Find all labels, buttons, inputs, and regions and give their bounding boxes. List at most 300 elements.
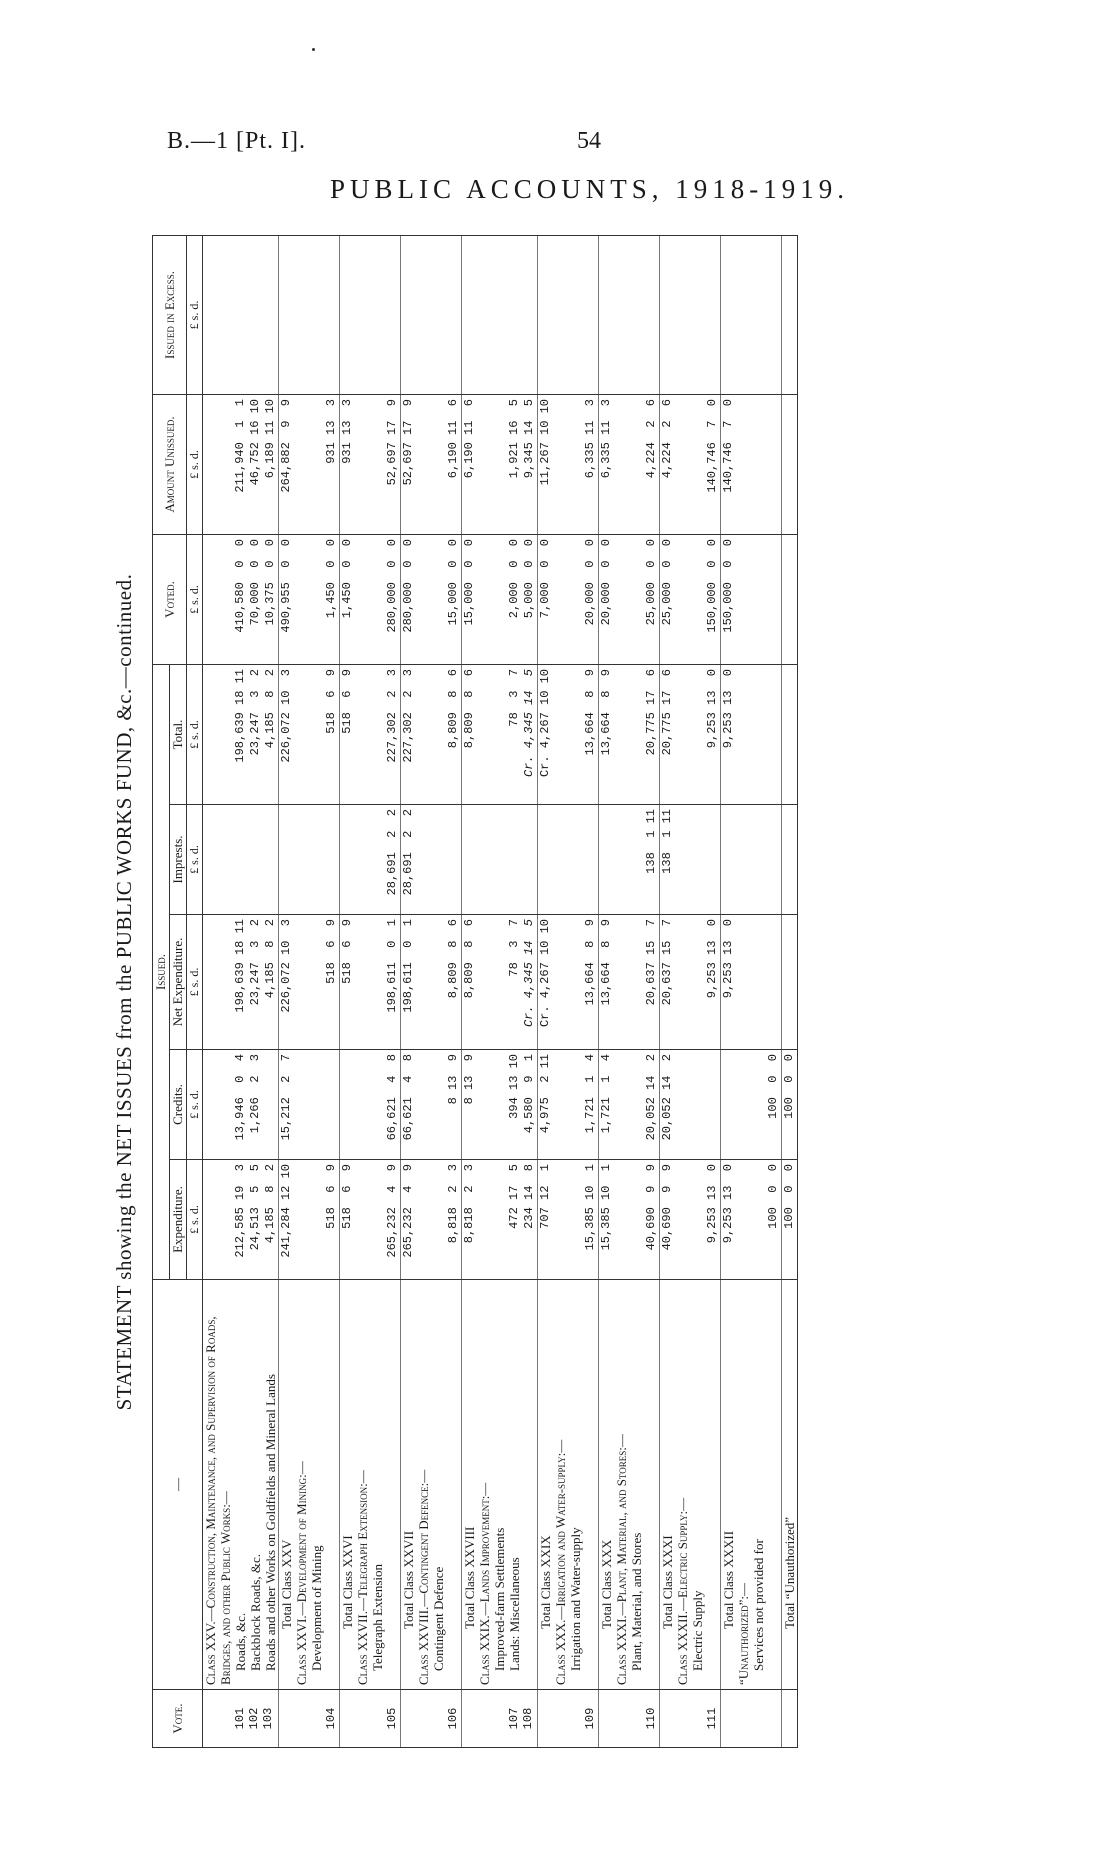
net-expenditure-value: Cr. 4,345 14 5 <box>522 919 536 1028</box>
total-voted: 490,955 0 0 <box>279 534 295 664</box>
total-label: Total “Unauthorized” <box>782 1280 798 1690</box>
credits-value: 1,266 2 3 <box>248 1054 262 1134</box>
total-net-expenditure: 9,253 13 0 <box>721 915 737 1050</box>
vote-number: 107 <box>507 1707 521 1730</box>
total-excess <box>340 235 356 394</box>
total-credits: 8 13 9 <box>462 1050 478 1160</box>
unissued-cell <box>416 394 462 534</box>
net-expenditure-cell <box>736 915 782 1050</box>
item-label: Irrigation and Water-supply <box>568 1527 583 1671</box>
total-excess <box>599 235 615 394</box>
total-expenditure: 241,284 12 10 <box>279 1160 295 1280</box>
total-unissued: 52,697 17 9 <box>401 394 417 534</box>
voted-value <box>766 539 781 660</box>
net-expenditure-value: 23,247 3 2 <box>248 919 262 1006</box>
total-excess <box>721 235 737 394</box>
credits-value: 20,052 14 2 <box>644 1054 658 1141</box>
credits-value: 394 13 10 <box>507 1054 521 1119</box>
total-excess <box>279 235 295 394</box>
voted-value: 150,000 0 0 <box>705 538 719 633</box>
vote-cell <box>279 1690 295 1748</box>
voted-value: 25,000 0 0 <box>644 538 658 626</box>
units-label: £ s. d. <box>187 235 203 394</box>
total-label: Total Class XXX <box>599 1280 615 1690</box>
net-expenditure-cell <box>675 915 721 1050</box>
vote-cell <box>660 1690 676 1748</box>
net-expenditure-cell <box>416 915 462 1050</box>
unissued-value: 6,190 11 6 <box>446 398 460 479</box>
imprests-cell <box>614 805 660 915</box>
vote-number: 105 <box>385 1707 399 1730</box>
unissued-value: 6,189 11 10 <box>263 398 277 479</box>
expenditure-value: 472 17 5 <box>507 1164 521 1229</box>
vote-cell <box>477 1690 538 1748</box>
voted-cell <box>553 534 599 664</box>
item-label: Development of Mining <box>309 1545 324 1671</box>
total-expenditure: 15,385 10 1 <box>599 1160 615 1280</box>
units-label: £ s. d. <box>187 915 203 1050</box>
voted-value: 410,580 0 0 <box>233 538 247 633</box>
units-label: £ s. d. <box>187 534 203 664</box>
vote-cell <box>203 1690 279 1748</box>
excess-value <box>385 240 400 390</box>
class-heading: Class XXVII.—Telegraph Extension:— <box>355 1470 370 1685</box>
class-group-row <box>355 235 401 1747</box>
voted-value: 280,000 0 0 <box>385 538 399 633</box>
total-unissued: 140,746 7 0 <box>721 394 737 534</box>
excess-cell <box>203 235 279 394</box>
total-value: 518 6 9 <box>324 668 338 734</box>
expenditure-cell <box>355 1160 401 1280</box>
vote-number: 110 <box>644 1707 658 1730</box>
excess-cell <box>416 235 462 394</box>
total-net-expenditure: 198,611 0 1 <box>401 915 417 1050</box>
imprests-cell <box>477 805 538 915</box>
total-net-expenditure: 226,072 10 3 <box>279 915 295 1050</box>
imprests-cell <box>355 805 401 915</box>
expenditure-value: 8,818 2 3 <box>446 1164 460 1244</box>
rotated-statement <box>112 236 1110 1748</box>
voted-cell <box>355 534 401 664</box>
total-label: Total Class XXVI <box>340 1280 356 1690</box>
vote-cell <box>355 1690 401 1748</box>
item-label: Electric Supply <box>690 1590 705 1671</box>
credits-value: 8 13 9 <box>446 1054 460 1105</box>
imprests-value <box>263 809 278 910</box>
voted-value: 20,000 0 0 <box>583 538 597 626</box>
total-cell <box>294 664 340 804</box>
total-total: Cr. 4,267 10 10 <box>538 664 554 804</box>
total-cell <box>736 664 782 804</box>
vote-number: 109 <box>583 1707 597 1730</box>
total-excess <box>538 235 554 394</box>
credits-cell <box>294 1050 340 1160</box>
unissued-value <box>766 399 781 530</box>
total-excess <box>782 235 798 394</box>
total-value: 23,247 3 2 <box>248 668 262 756</box>
total-unissued <box>782 394 798 534</box>
total-excess <box>462 235 478 394</box>
unissued-value: 9,345 14 5 <box>522 398 536 479</box>
vote-cell <box>462 1690 478 1748</box>
credits-value: 100 0 0 <box>766 1054 780 1119</box>
total-voted: 20,000 0 0 <box>599 534 615 664</box>
voted-value: 15,000 0 0 <box>446 538 460 626</box>
total-credits: 66,621 4 8 <box>401 1050 417 1160</box>
vote-number: 111 <box>705 1707 719 1730</box>
units-label: £ s. d. <box>187 394 203 534</box>
credits-value: 13,946 0 4 <box>233 1054 247 1141</box>
unissued-value: 1,921 16 5 <box>507 398 521 479</box>
total-label: Total Class XXV <box>279 1280 295 1690</box>
table-body <box>203 235 798 1747</box>
col-vote: Vote. <box>153 1690 203 1748</box>
page-speck <box>312 48 315 51</box>
total-value: 13,664 8 9 <box>583 668 597 756</box>
total-label: Total Class XXXII <box>721 1280 737 1690</box>
imprests-value <box>324 809 339 910</box>
imprests-value <box>507 809 522 910</box>
total-cell <box>203 664 279 804</box>
col-amount-unissued: Amount Unissued. <box>153 394 187 534</box>
col-total: Total. <box>170 664 187 804</box>
net-expenditure-value: 4,185 8 2 <box>263 919 277 999</box>
total-expenditure: 9,253 13 0 <box>721 1160 737 1280</box>
class-total-row <box>401 235 417 1747</box>
unissued-value: 211,940 1 1 <box>233 398 247 493</box>
vote-cell <box>294 1690 340 1748</box>
total-cell <box>477 664 538 804</box>
col-expenditure: Expenditure. <box>170 1160 187 1280</box>
excess-cell <box>553 235 599 394</box>
page-title: PUBLIC ACCOUNTS, 1918-1919. <box>330 174 850 204</box>
total-unissued: 931 13 3 <box>340 394 356 534</box>
credits-cell <box>203 1050 279 1160</box>
net-expenditure-value: 78 3 7 <box>507 919 521 977</box>
total-value: 4,185 8 2 <box>263 668 277 749</box>
credits-value: 4,580 9 1 <box>522 1054 536 1134</box>
statement-title: STATEMENT showing the NET ISSUES from the PUBLIC WORKS FUND, &c.—continued. <box>112 573 136 1411</box>
item-label: Contingent Defence <box>431 1566 446 1671</box>
item-label: Services not provided for <box>751 1539 766 1671</box>
total-total: 20,775 17 6 <box>660 664 676 804</box>
total-imprests: 28,691 2 2 <box>401 805 417 915</box>
vote-cell <box>599 1690 615 1748</box>
class-heading: Class XXXII.—Electric Supply:— <box>675 1497 690 1685</box>
net-expenditure-value: 9,253 13 0 <box>705 919 719 999</box>
excess-cell <box>294 235 340 394</box>
excess-cell <box>355 235 401 394</box>
total-credits: 4,975 2 11 <box>538 1050 554 1160</box>
vote-number: 102 <box>247 1707 261 1730</box>
expenditure-value: 212,585 19 3 <box>233 1164 247 1258</box>
total-credits <box>340 1050 356 1160</box>
total-net-expenditure: 13,664 8 9 <box>599 915 615 1050</box>
excess-value <box>248 240 263 390</box>
col-imprests: Imprests. <box>170 805 187 915</box>
unissued-value: 52,697 17 9 <box>385 398 399 486</box>
vote-cell <box>340 1690 356 1748</box>
net-expenditure-cell <box>553 915 599 1050</box>
total-imprests <box>599 805 615 915</box>
vote-number: 104 <box>324 1707 338 1730</box>
imprests-value <box>248 809 263 910</box>
excess-value <box>644 240 659 390</box>
document-code: B.—1 [Pt. I]. <box>167 128 306 154</box>
col-issued: Issued. <box>153 664 170 1279</box>
total-expenditure: 100 0 0 <box>782 1160 798 1280</box>
total-imprests <box>279 805 295 915</box>
expenditure-cell <box>203 1160 279 1280</box>
item-label: Roads, &c. <box>233 1612 248 1671</box>
expenditure-cell <box>416 1160 462 1280</box>
unissued-cell <box>203 394 279 534</box>
credits-cell <box>736 1050 782 1160</box>
voted-value: 10,375 0 0 <box>263 538 277 626</box>
expenditure-cell <box>477 1160 538 1280</box>
vote-cell <box>401 1690 417 1748</box>
total-value: 8,809 8 6 <box>446 668 460 749</box>
expenditure-value: 15,385 10 1 <box>583 1164 597 1251</box>
total-credits <box>721 1050 737 1160</box>
col-credits: Credits. <box>170 1050 187 1160</box>
voted-value: 2,000 0 0 <box>507 538 521 619</box>
vote-number: 103 <box>261 1707 275 1730</box>
excess-value <box>324 240 339 390</box>
total-voted: 25,000 0 0 <box>660 534 676 664</box>
total-value: 78 3 7 <box>507 668 521 727</box>
class-heading: Class XXVIII.—Contingent Defence:— <box>416 1469 431 1685</box>
total-imprests <box>462 805 478 915</box>
class-group-row <box>203 235 279 1747</box>
unissued-cell <box>355 394 401 534</box>
imprests-value: 28,691 2 2 <box>385 809 399 896</box>
total-expenditure: 707 12 1 <box>538 1160 554 1280</box>
vote-cell <box>721 1690 737 1748</box>
total-unissued: 6,335 11 3 <box>599 394 615 534</box>
units-label: £ s. d. <box>187 805 203 915</box>
class-heading: Class XXV.—Construction, Maintenance, and Supervision of Roads, Bridges, and other Public Works:— <box>203 1316 233 1685</box>
class-total-row <box>599 235 615 1747</box>
unissued-value: 931 13 3 <box>324 398 338 464</box>
unissued-value: 46,752 16 10 <box>248 398 262 486</box>
vote-cell <box>553 1690 599 1748</box>
total-voted: 280,000 0 0 <box>401 534 417 664</box>
units-label: £ s. d. <box>187 1050 203 1160</box>
credits-value: 1,721 1 4 <box>583 1054 597 1134</box>
page-number: 54 <box>577 128 601 154</box>
unissued-cell <box>736 394 782 534</box>
imprests-cell <box>203 805 279 915</box>
net-expenditure-value: 198,611 0 1 <box>385 919 399 1013</box>
total-credits: 1,721 1 4 <box>599 1050 615 1160</box>
vote-cell <box>782 1690 798 1748</box>
total-imprests <box>538 805 554 915</box>
class-group-row <box>294 235 340 1747</box>
expenditure-value: 4,185 8 2 <box>263 1164 277 1244</box>
total-value: 198,639 18 11 <box>233 668 247 763</box>
description-cell <box>614 1280 660 1690</box>
voted-cell <box>416 534 462 664</box>
class-heading: Class XXX.—Irrigation and Water-supply:— <box>553 1439 568 1685</box>
units-label: £ s. d. <box>187 664 203 804</box>
imprests-cell <box>416 805 462 915</box>
credits-cell <box>675 1050 721 1160</box>
expenditure-cell <box>736 1160 782 1280</box>
class-total-row <box>721 235 737 1747</box>
vote-number: 101 <box>233 1707 247 1730</box>
total-expenditure: 265,232 4 9 <box>401 1160 417 1280</box>
imprests-cell <box>294 805 340 915</box>
total-expenditure: 518 6 9 <box>340 1160 356 1280</box>
credits-cell <box>553 1050 599 1160</box>
voted-cell <box>736 534 782 664</box>
description-cell <box>675 1280 721 1690</box>
unissued-cell <box>553 394 599 534</box>
credits-cell <box>416 1050 462 1160</box>
expenditure-value: 518 6 9 <box>324 1164 338 1229</box>
credits-value <box>324 1054 339 1155</box>
net-expenditure-cell <box>355 915 401 1050</box>
net-expenditure-value: 13,664 8 9 <box>583 919 597 1006</box>
imprests-value <box>233 809 248 910</box>
net-expenditure-value <box>766 919 781 1045</box>
total-value: 9,253 13 0 <box>705 668 719 749</box>
description-cell <box>416 1280 462 1690</box>
item-label: Roads and other Works on Goldfields and Mineral Lands <box>263 1374 278 1671</box>
total-total: 226,072 10 3 <box>279 664 295 804</box>
total-credits: 20,052 14 2 <box>660 1050 676 1160</box>
item-label: Plant, Material, and Stores <box>629 1532 644 1671</box>
description-cell <box>736 1280 782 1690</box>
total-cell <box>675 664 721 804</box>
class-total-row <box>340 235 356 1747</box>
imprests-cell <box>675 805 721 915</box>
total-value: 227,302 2 3 <box>385 668 399 763</box>
total-cell <box>416 664 462 804</box>
unissued-cell <box>294 394 340 534</box>
class-group-row <box>477 235 538 1747</box>
imprests-value <box>766 809 781 910</box>
vote-number: 108 <box>521 1707 535 1730</box>
excess-value <box>766 240 781 390</box>
net-expenditure-value: 8,809 8 6 <box>446 919 460 999</box>
total-voted: 1,450 0 0 <box>340 534 356 664</box>
voted-value: 5,000 0 0 <box>522 538 536 619</box>
col-description: — <box>153 1280 203 1690</box>
imprests-value: 138 1 11 <box>644 809 658 874</box>
expenditure-value: 265,232 4 9 <box>385 1164 399 1258</box>
vote-number: 106 <box>446 1707 460 1730</box>
total-cell <box>614 664 660 804</box>
voted-cell <box>675 534 721 664</box>
total-net-expenditure: Cr. 4,267 10 10 <box>538 915 554 1050</box>
voted-cell <box>477 534 538 664</box>
total-total: 8,809 8 6 <box>462 664 478 804</box>
net-expenditure-value: 20,637 15 7 <box>644 919 658 1006</box>
class-total-row <box>660 235 676 1747</box>
total-imprests: 138 1 11 <box>660 805 676 915</box>
total-cell <box>553 664 599 804</box>
excess-value <box>522 240 537 390</box>
vote-cell <box>736 1690 782 1748</box>
expenditure-value: 9,253 13 0 <box>705 1164 719 1244</box>
voted-value: 70,000 0 0 <box>248 538 262 626</box>
col-net-expenditure: Net Expenditure. <box>170 915 187 1050</box>
excess-value <box>583 240 598 390</box>
total-label: Total Class XXIX <box>538 1280 554 1690</box>
total-total <box>782 664 798 804</box>
item-label: Telegraph Extension <box>370 1563 385 1671</box>
total-total: 227,302 2 3 <box>401 664 417 804</box>
total-unissued: 11,267 10 10 <box>538 394 554 534</box>
credits-cell <box>477 1050 538 1160</box>
total-expenditure: 8,818 2 3 <box>462 1160 478 1280</box>
total-net-expenditure: 518 6 9 <box>340 915 356 1050</box>
total-excess <box>660 235 676 394</box>
net-expenditure-value: 518 6 9 <box>324 919 338 984</box>
expenditure-cell <box>294 1160 340 1280</box>
total-label: Total Class XXVIII <box>462 1280 478 1690</box>
item-label: Lands: Miscellaneous <box>507 1557 522 1671</box>
class-group-row <box>553 235 599 1747</box>
total-imprests <box>721 805 737 915</box>
unissued-cell <box>675 394 721 534</box>
excess-cell <box>675 235 721 394</box>
net-expenditure-value: 198,639 18 11 <box>233 919 247 1013</box>
total-voted: 15,000 0 0 <box>462 534 478 664</box>
imprests-cell <box>736 805 782 915</box>
total-voted <box>782 534 798 664</box>
total-total: 518 6 9 <box>340 664 356 804</box>
total-unissued: 6,190 11 6 <box>462 394 478 534</box>
class-heading: Class XXIX.—Lands Improvement:— <box>477 1482 492 1685</box>
voted-cell <box>614 534 660 664</box>
unissued-value: 6,335 11 3 <box>583 398 597 479</box>
class-heading: “Unauthorized”:— <box>736 1582 751 1685</box>
total-credits: 100 0 0 <box>782 1050 798 1160</box>
total-net-expenditure: 20,637 15 7 <box>660 915 676 1050</box>
excess-value <box>263 240 278 390</box>
class-group-row <box>416 235 462 1747</box>
class-group-row <box>675 235 721 1747</box>
imprests-cell <box>553 805 599 915</box>
expenditure-cell <box>614 1160 660 1280</box>
class-group-row <box>614 235 660 1747</box>
expenditure-value: 24,513 5 5 <box>248 1164 262 1251</box>
total-imprests <box>340 805 356 915</box>
credits-value <box>263 1054 278 1155</box>
excess-cell <box>614 235 660 394</box>
col-voted: Voted. <box>153 534 187 664</box>
net-expenditure-cell <box>203 915 279 1050</box>
item-label: Improved-farm Settlements <box>492 1527 507 1671</box>
net-issues-table <box>152 235 798 1748</box>
class-group-row <box>736 235 782 1747</box>
vote-cell <box>538 1690 554 1748</box>
total-label: Total Class XXVII <box>401 1280 417 1690</box>
unissued-value: 140,746 7 0 <box>705 398 719 493</box>
excess-value <box>705 240 720 390</box>
total-voted: 150,000 0 0 <box>721 534 737 664</box>
credits-value: 66,621 4 8 <box>385 1054 399 1141</box>
class-total-row <box>538 235 554 1747</box>
total-value: Cr. 4,345 14 5 <box>522 668 536 778</box>
total-value <box>766 669 781 800</box>
total-unissued: 4,224 2 6 <box>660 394 676 534</box>
description-cell <box>477 1280 538 1690</box>
expenditure-value: 100 0 0 <box>766 1164 780 1229</box>
